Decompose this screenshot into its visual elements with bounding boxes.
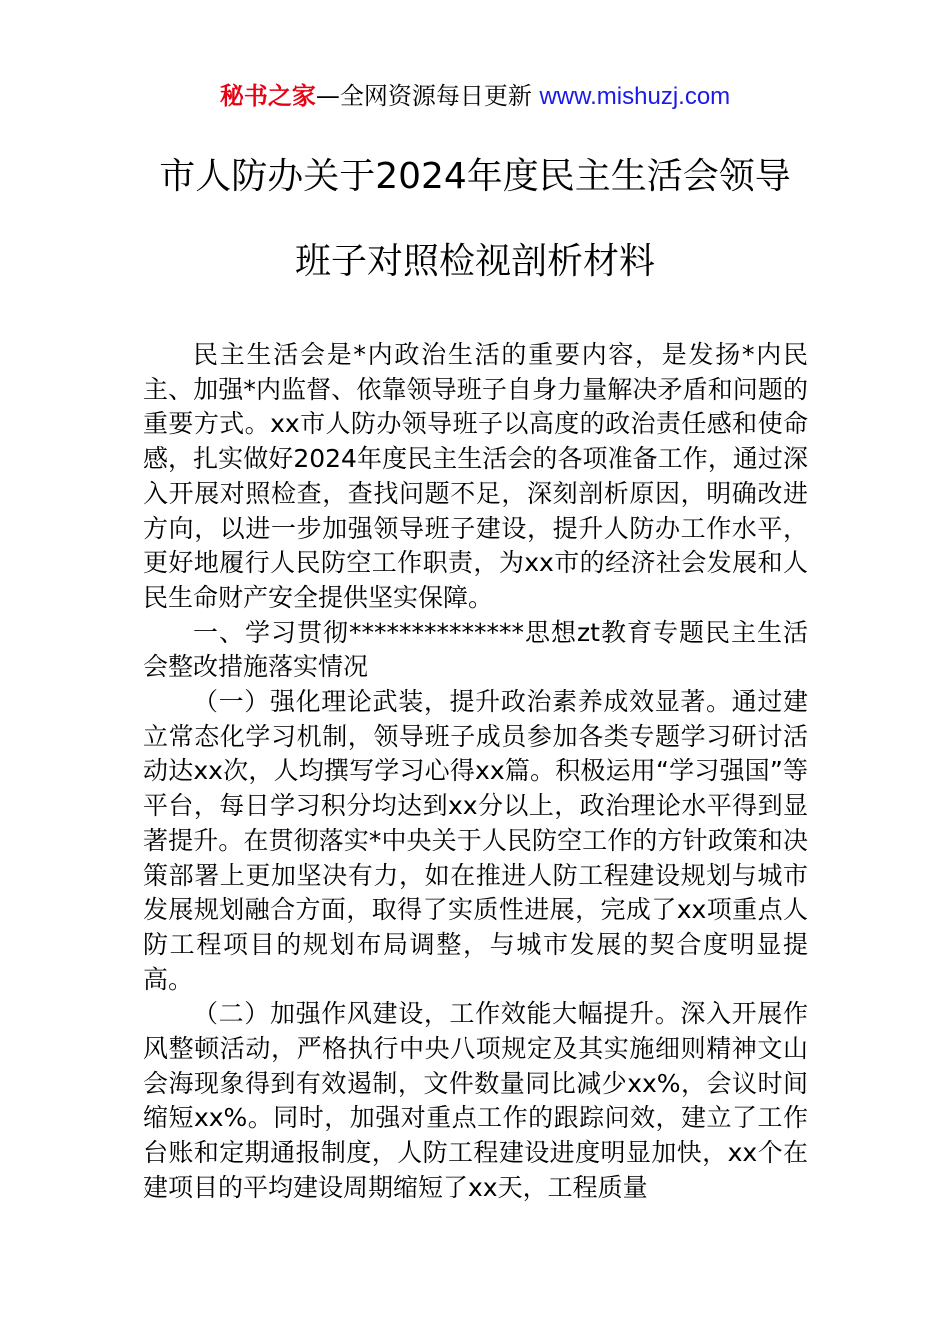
site-url-link[interactable]: www.mishuzj.com	[539, 83, 731, 110]
intro-paragraph: 民主生活会是*内政治生活的重要内容，是发扬*内民主、加强*内监督、依靠领导班子自身力量解决矛盾和问题的重要方式。xx市人防办领导班子以高度的政治责任感和使命感，扎实做好2024年度民主生活会的各项准备工作，通过深入开展对照检查，查找问题不足，深刻剖析原因，明确改进方向，以进一步加强领导班子建设，提升人防办工作水平，更好地履行人民防空工作职责，为xx市的经济社会发展和人民生命财产安全提供坚实保障。	[143, 340, 808, 612]
title-line-1: 市人防办关于2024年度民主生活会领导	[159, 156, 791, 197]
subsection-paragraph-1: （一）强化理论武装，提升政治素养成效显著。通过建立常态化学习机制，领导班子成员参加各类专题学习研讨活动达xx次，人均撰写学习心得xx篇。积极运用“学习强国”等平台，每日学习积分均达到xx分以上，政治理论水平得到显著提升。在贯彻落实*中央关于人民防空工作的方针政策和决策部署上更加坚决有力，如在推进人防工程建设规划与城市发展规划融合方面，取得了实质性进展，完成了xx项重点人防工程项目的规划布局调整，与城市发展的契合度明显提高。	[143, 687, 808, 994]
brand-name: 秘书之家	[219, 82, 316, 110]
subsection-paragraph-2: （二）加强作风建设，工作效能大幅提升。深入开展作风整顿活动，严格执行中央八项规定及其实施细则精神文山会海现象得到有效遏制，文件数量同比减少xx%，会议时间缩短xx%。同时，加强对重点工作的跟踪问效，建立了工作台账和定期通报制度，人防工程建设进度明显加快，xx个在建项目的平均建设周期缩短了xx天，工程质量	[143, 999, 808, 1202]
document-body	[143, 338, 808, 1206]
title-line-2: 班子对照检视剖析材料	[294, 241, 655, 282]
section-heading-1: 一、学习贯彻**************思想zt教育专题民主生活会整改措施落实情况	[143, 617, 808, 682]
site-header	[0, 80, 950, 113]
document-title	[60, 150, 890, 320]
header-tagline: —全网资源每日更新	[315, 82, 532, 110]
